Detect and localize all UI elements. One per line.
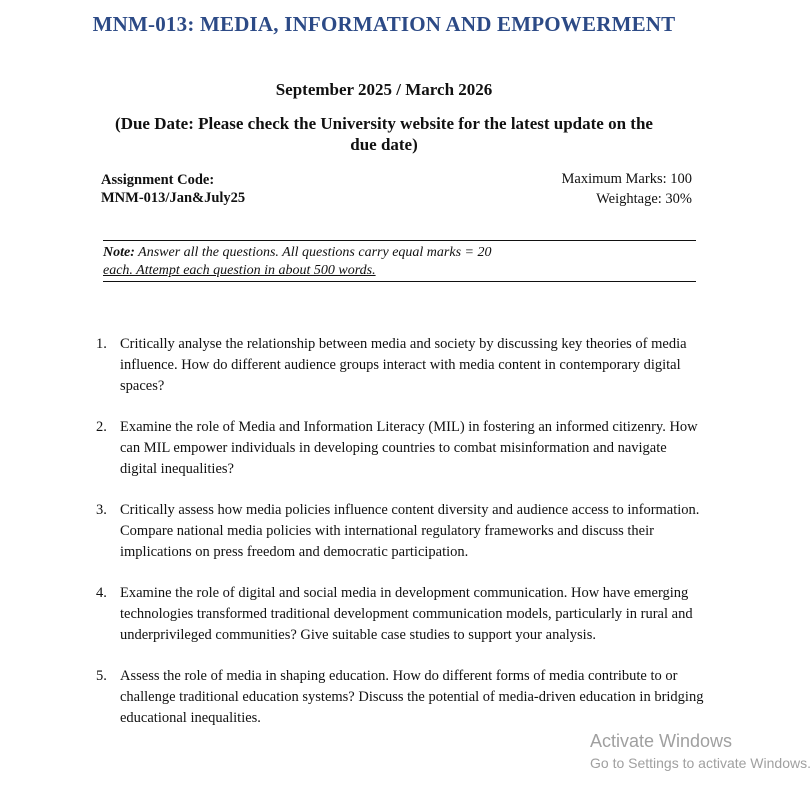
question-text: Assess the role of media in shaping education. How do different forms of media contribute to or challenge traditional education systems? Discuss the potential of media-driven education in bridging educational inequalities. <box>120 668 704 726</box>
maximum-marks: Maximum Marks: 100 <box>561 171 692 187</box>
question-text: Examine the role of Media and Information Literacy (MIL) in fostering an informed citizenry. How can MIL empower individuals in developing countries to combat misinformation and navigate digital inequalities? <box>120 419 698 477</box>
assignment-code-value: MNM-013/Jan&July25 <box>101 190 246 206</box>
question-item <box>96 583 704 646</box>
note-box <box>103 240 696 282</box>
question-number: 5. <box>96 668 107 684</box>
question-item <box>96 500 704 563</box>
question-number: 1. <box>96 336 107 352</box>
marks-block <box>562 169 693 209</box>
question-number: 2. <box>96 419 107 435</box>
activate-windows-watermark <box>590 730 811 773</box>
note-label: Note: <box>103 245 135 260</box>
weightage: Weightage: 30% <box>596 191 692 207</box>
question-list <box>96 334 704 729</box>
note-line-2 <box>103 262 696 280</box>
session-heading: September 2025 / March 2026 <box>275 80 493 99</box>
question-text: Critically assess how media policies influence content diversity and audience access to information. Compare national media policies with international regulatory frameworks and discuss their implications on press freedom and democratic participation. <box>120 502 700 560</box>
question-item <box>96 417 704 480</box>
question-item <box>96 666 704 729</box>
question-item <box>96 334 704 397</box>
watermark-subtitle: Go to Settings to activate Windows. <box>590 755 811 771</box>
question-number: 3. <box>96 502 107 518</box>
note-text-2: each. Attempt each question in about 500 words. <box>103 263 376 278</box>
question-text: Examine the role of digital and social media in development communication. How have emerging technologies transformed traditional development communication models, particularly in rural and underprivileged communities? Give suitable case studies to support your analysis. <box>120 585 693 643</box>
note-text-1: Answer all the questions. All questions carry equal marks = 20 <box>134 245 492 260</box>
document-title: MNM-013: MEDIA, INFORMATION AND EMPOWERMENT <box>92 12 676 36</box>
assignment-code-label: Assignment Code: <box>101 172 215 188</box>
question-text: Critically analyse the relationship between media and society by discussing key theories of media influence. How do different audience groups interact with media content in contemporary digital spaces? <box>120 336 687 394</box>
watermark-title: Activate Windows <box>590 731 733 751</box>
question-number: 4. <box>96 585 107 601</box>
note-line-1 <box>103 244 548 262</box>
due-date-notice: (Due Date: Please check the University website for the latest update on the due date) <box>115 114 653 154</box>
assignment-code-block <box>101 171 245 207</box>
